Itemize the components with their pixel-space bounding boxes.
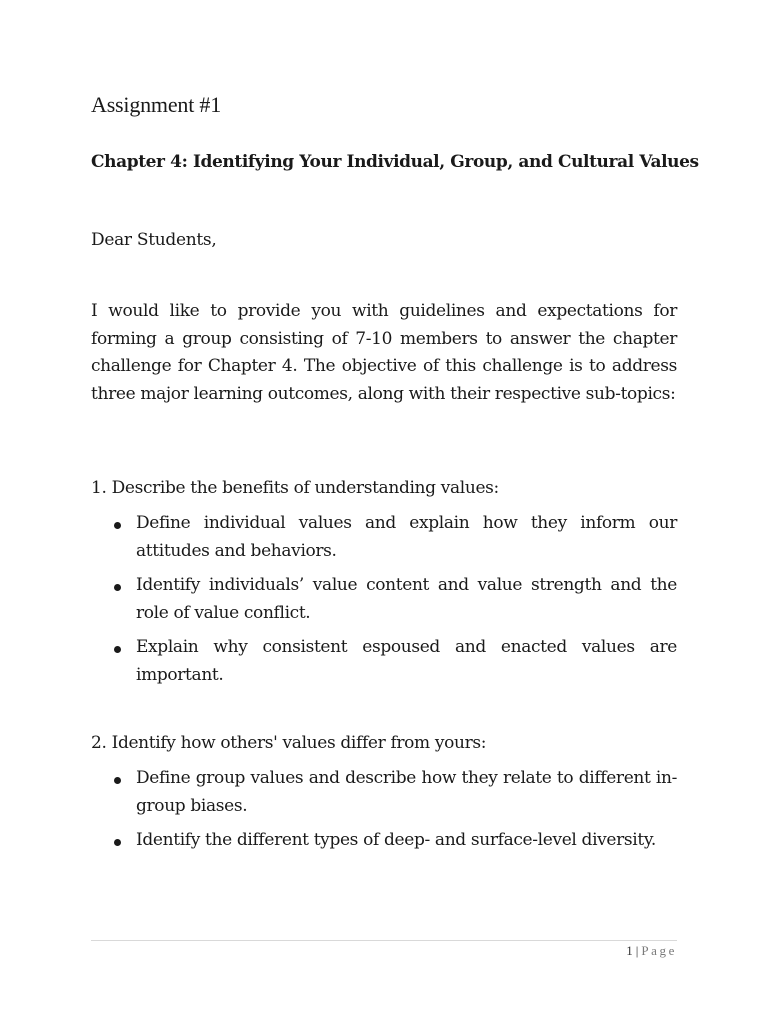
list-item	[91, 572, 677, 627]
list-item	[91, 510, 677, 565]
bullet-icon	[114, 839, 121, 846]
list-item	[91, 827, 677, 855]
list-item	[91, 634, 677, 689]
assignment-title: Assignment #1	[91, 92, 222, 117]
outcome-2-heading: 2. Identify how others' values differ from yours:	[91, 733, 487, 753]
bullet-icon	[114, 584, 121, 591]
page-label: Page	[641, 943, 677, 958]
outcome-1-list	[91, 510, 677, 696]
bullet-icon	[114, 522, 121, 529]
list-item-text: Identify the different types of deep- and surface-level diversity.	[136, 830, 656, 850]
outcome-2-list	[91, 765, 677, 862]
list-item-text: Define individual values and explain how they inform our attitudes and behaviors.	[136, 513, 677, 561]
outcome-1-heading: 1. Describe the benefits of understanding values:	[91, 478, 499, 498]
footer-divider	[91, 940, 677, 941]
footer-separator: |	[635, 943, 639, 958]
chapter-heading: Chapter 4: Identifying Your Individual, Group, and Cultural Values	[91, 152, 699, 172]
list-item-text: Identify individuals’ value content and value strength and the role of value conflict.	[136, 575, 677, 623]
page-number: 1	[626, 943, 633, 958]
intro-paragraph: I would like to provide you with guidelines and expectations for forming a group consisting of 7-10 members to answer the chapter challenge for Chapter 4. The objective of this challenge is to address three major learning outcomes, along with their respective sub-topics:	[91, 301, 677, 404]
bullet-icon	[114, 777, 121, 784]
list-item	[91, 765, 677, 820]
list-item-text: Define group values and describe how they relate to different in-group biases.	[136, 768, 677, 816]
list-item-text: Explain why consistent espoused and enacted values are important.	[136, 637, 677, 685]
page-footer	[626, 943, 677, 959]
bullet-icon	[114, 646, 121, 653]
greeting: Dear Students,	[91, 230, 217, 250]
